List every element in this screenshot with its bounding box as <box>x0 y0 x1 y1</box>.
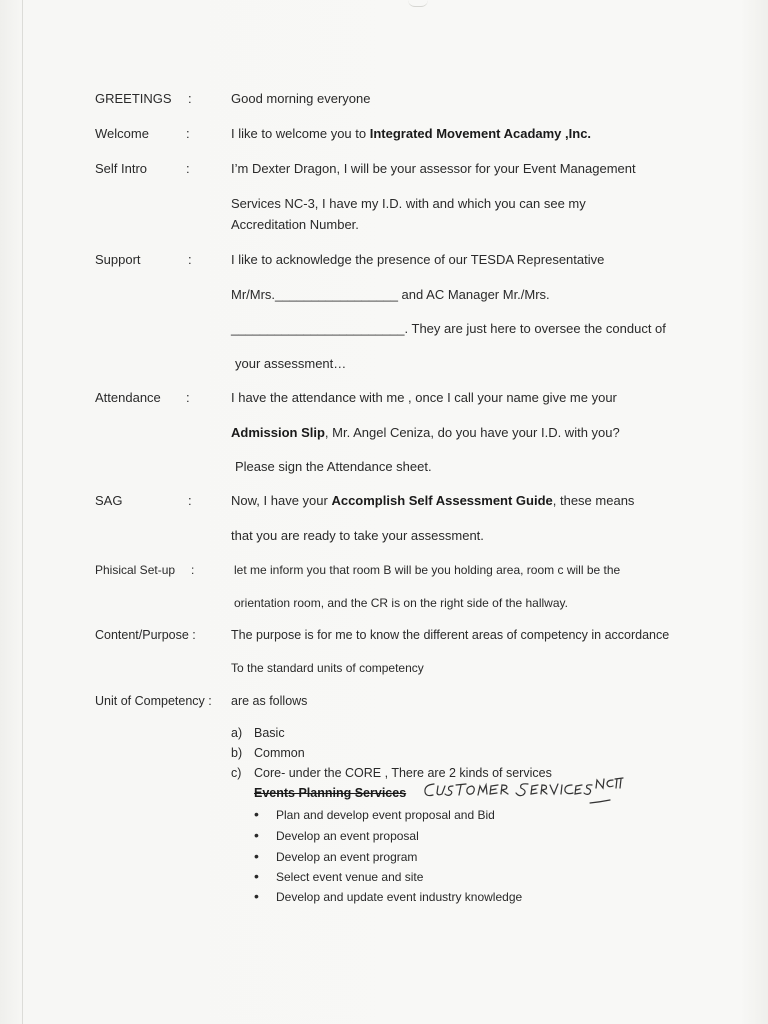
bullet-text: Develop an event program <box>276 850 418 864</box>
text-greetings: Good morning everyone <box>231 91 371 106</box>
bullet-icon: • <box>254 888 259 904</box>
sag-line-1-pre: Now, I have your <box>231 493 332 508</box>
scan-edge-line <box>22 0 23 1024</box>
colon-content-purpose: : <box>192 628 196 642</box>
list-item <box>231 724 285 742</box>
content-purpose-line-2: To the standard units of competency <box>231 661 424 675</box>
list-item-text: Core- under the CORE , There are 2 kinds of services <box>254 766 552 780</box>
bullet-item <box>254 867 423 886</box>
list-item <box>231 744 305 762</box>
bullet-text: Develop and update event industry knowledge <box>276 890 523 904</box>
bullet-icon: • <box>254 806 259 822</box>
support-line-1: I like to acknowledge the presence of our TESDA Representative <box>231 252 605 267</box>
sag-line-1 <box>231 492 634 510</box>
colon-unit-of-competency: : <box>208 694 212 708</box>
attendance-line-2 <box>231 424 620 442</box>
support-line-4: your assessment… <box>235 356 347 371</box>
label-support: Support <box>95 252 141 267</box>
colon-physical-setup: : <box>191 563 195 577</box>
attendance-line-1: I have the attendance with me , once I call your name give me your <box>231 390 617 405</box>
bullet-icon: • <box>254 827 259 843</box>
colon-support: : <box>188 252 192 267</box>
label-self-intro: Self Intro <box>95 161 148 176</box>
academy-name: Integrated Movement Acadamy ,Inc. <box>369 126 592 141</box>
self-intro-line-1: I’m Dexter Dragon, I will be your assessor for your Event Management <box>231 161 636 176</box>
events-planning-heading <box>254 784 406 802</box>
list-marker: b) <box>231 746 243 760</box>
bullet-item <box>254 805 495 824</box>
unit-of-competency-label-text: Unit of Competency <box>95 694 205 708</box>
support-line-3: ________________________. They are just here to oversee the conduct of <box>231 321 666 336</box>
colon-self-intro: : <box>186 161 190 176</box>
events-planning-heading-text: Events Planning Services <box>254 786 407 800</box>
label-attendance: Attendance <box>95 390 161 405</box>
bullet-icon: • <box>254 868 259 884</box>
welcome-text: I like to welcome you to <box>231 126 370 141</box>
physical-setup-line-1: let me inform you that room B will be you holding area, room c will be the <box>234 563 621 577</box>
admission-slip: Admission Slip <box>231 425 325 440</box>
content-purpose-label-text: Content/Purpose <box>95 628 189 642</box>
content-purpose-line-1: The purpose is for me to know the different areas of competency in accordance <box>231 628 670 642</box>
label-sag: SAG <box>95 493 123 508</box>
list-item-text: Basic <box>254 726 285 740</box>
attendance-line-2-rest: , Mr. Angel Ceniza, do you have your I.D. with you? <box>324 425 620 440</box>
list-marker: a) <box>231 726 243 740</box>
bullet-text: Develop an event proposal <box>276 829 419 843</box>
sag-line-2: that you are ready to take your assessment. <box>231 528 484 543</box>
bullet-text: Select event venue and site <box>276 870 424 884</box>
colon-attendance: : <box>186 390 190 405</box>
self-intro-line-2: Services NC-3, I have my I.D. with and which you can see my <box>231 196 586 211</box>
label-greetings: GREETINGS <box>95 91 172 106</box>
colon-greetings: : <box>188 91 192 106</box>
label-welcome: Welcome <box>95 126 149 141</box>
colon-sag: : <box>188 493 192 508</box>
text-welcome <box>231 125 591 143</box>
bullet-item <box>254 826 419 845</box>
bullet-item <box>254 847 417 866</box>
sag-line-1-post: , these means <box>552 493 635 508</box>
self-intro-line-3: Accreditation Number. <box>231 217 359 232</box>
unit-of-competency-line-1: are as follows <box>231 694 308 708</box>
label-physical-setup: Phisical Set-up <box>95 563 176 577</box>
scan-mark <box>408 0 428 7</box>
bullet-item <box>254 887 522 906</box>
bullet-icon: • <box>254 848 259 864</box>
bullet-text: Plan and develop event proposal and Bid <box>276 808 495 822</box>
attendance-line-3: Please sign the Attendance sheet. <box>235 459 432 474</box>
colon-welcome: : <box>186 126 190 141</box>
sag-guide-name: Accomplish Self Assessment Guide <box>331 493 553 508</box>
label-unit-of-competency <box>95 692 212 710</box>
support-line-2: Mr/Mrs._________________ and AC Manager Mr./Mrs. <box>231 287 550 302</box>
list-item-text: Common <box>254 746 305 760</box>
label-content-purpose <box>95 626 196 644</box>
physical-setup-line-2: orientation room, and the CR is on the right side of the hallway. <box>234 596 568 610</box>
list-marker: c) <box>231 766 242 780</box>
